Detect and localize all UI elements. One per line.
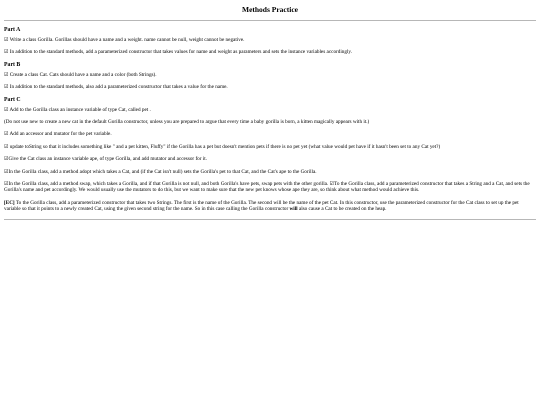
checkbox-icon: ☑	[4, 181, 9, 188]
checkbox-icon: ☑	[4, 131, 9, 138]
part-a-item-2: ☑ In addition to the standard methods, add a parameterized constructor that takes values for name and weight as parameters and sets the instance variables accordingly.	[4, 49, 352, 56]
part-c-item-2: ☑ Add an accessor and mutator for the pet variable.	[4, 131, 112, 138]
part-c-extra-credit: [EC] To the Gorilla class, add a parameterized constructor that takes two Strings. The first is the name of the Gorilla. The second will be the name of the pet Cat. In this constructor, use the parameterized constructor for the Cat class to set up the pet variable so that it points to a newly created Cat, using the given second string for the name. So in this case calling the Gorilla constructor will also cause a Cat to be created on the heap.	[4, 199, 519, 213]
part-c-item-3: ☑ update toString so that it includes something like " and a pet kitten, Fluffy" if the Gorilla has a pet but doesn't mention pets if there is no pet yet (what value would pet have if it hasn't been set to any Cat yet?)	[4, 143, 441, 150]
part-a-item-1: ☑ Write a class Gorilla. Gorillas should have a name and a weight. name cannot be null, weight cannot be negative.	[4, 37, 245, 43]
checkbox-icon: ☑	[4, 106, 9, 113]
part-c-heading: Part C	[4, 96, 21, 103]
checkbox-icon: ☑	[4, 71, 9, 78]
part-a-heading: Part A	[4, 27, 21, 33]
bottom-divider	[4, 219, 536, 220]
part-b-heading: Part B	[4, 61, 21, 68]
checkbox-icon: ☑	[4, 84, 9, 91]
part-b-item-2: ☑ In addition to the standard methods, also add a parameterized constructor that takes a value for the name.	[4, 84, 228, 91]
checkbox-icon: ☑	[4, 143, 9, 150]
checkbox-icon: ☑	[4, 168, 9, 175]
checkbox-icon: ☑	[4, 37, 9, 43]
part-c-item-5: ☑In the Gorilla class, add a method adopt which takes a Cat, and (if the Cat isn't null) sets the Gorilla's pet to that Cat, and the Cat's ape to the Gorilla.	[4, 168, 317, 175]
part-c-item-1: ☑ Add to the Gorilla class an instance variable of type Cat, called pet .	[4, 106, 151, 113]
page-title: Methods Practice	[241, 5, 299, 14]
part-c-item-6: ☑In the Gorilla class, add a method swap, which takes a Gorilla, and if that Gorilla is not null, and both Gorilla's have pets, swap pets with the other gorilla. ☑To the Gorilla class, add a parameterized constructor that takes a String and a Cat, and sets the Gorilla's name and pet accordingly. We would usually use the mutators to do this, but we want to make sure that the new pet knows whose ape they are, so think about what method would achieve this.	[4, 181, 530, 194]
part-c-item-4: ☑Give the Cat class an instance variable ape, of type Gorilla, and add mutator and accessor for it.	[4, 156, 207, 163]
part-c-note: (Do not use new to create a new cat in the default Gorilla constructor, unless you are prepared to argue that every time a baby gorilla is born, a kitten magically appears with it.)	[4, 119, 370, 126]
checkbox-icon: ☑	[4, 49, 9, 56]
checkbox-icon: ☑	[4, 156, 9, 163]
top-divider	[4, 20, 536, 21]
checkbox-icon: ☑	[329, 181, 335, 188]
extra-credit-label: [EC]	[4, 199, 15, 206]
part-b-item-1: ☑ Create a class Cat. Cats should have a name and a color (both Strings).	[4, 71, 157, 78]
